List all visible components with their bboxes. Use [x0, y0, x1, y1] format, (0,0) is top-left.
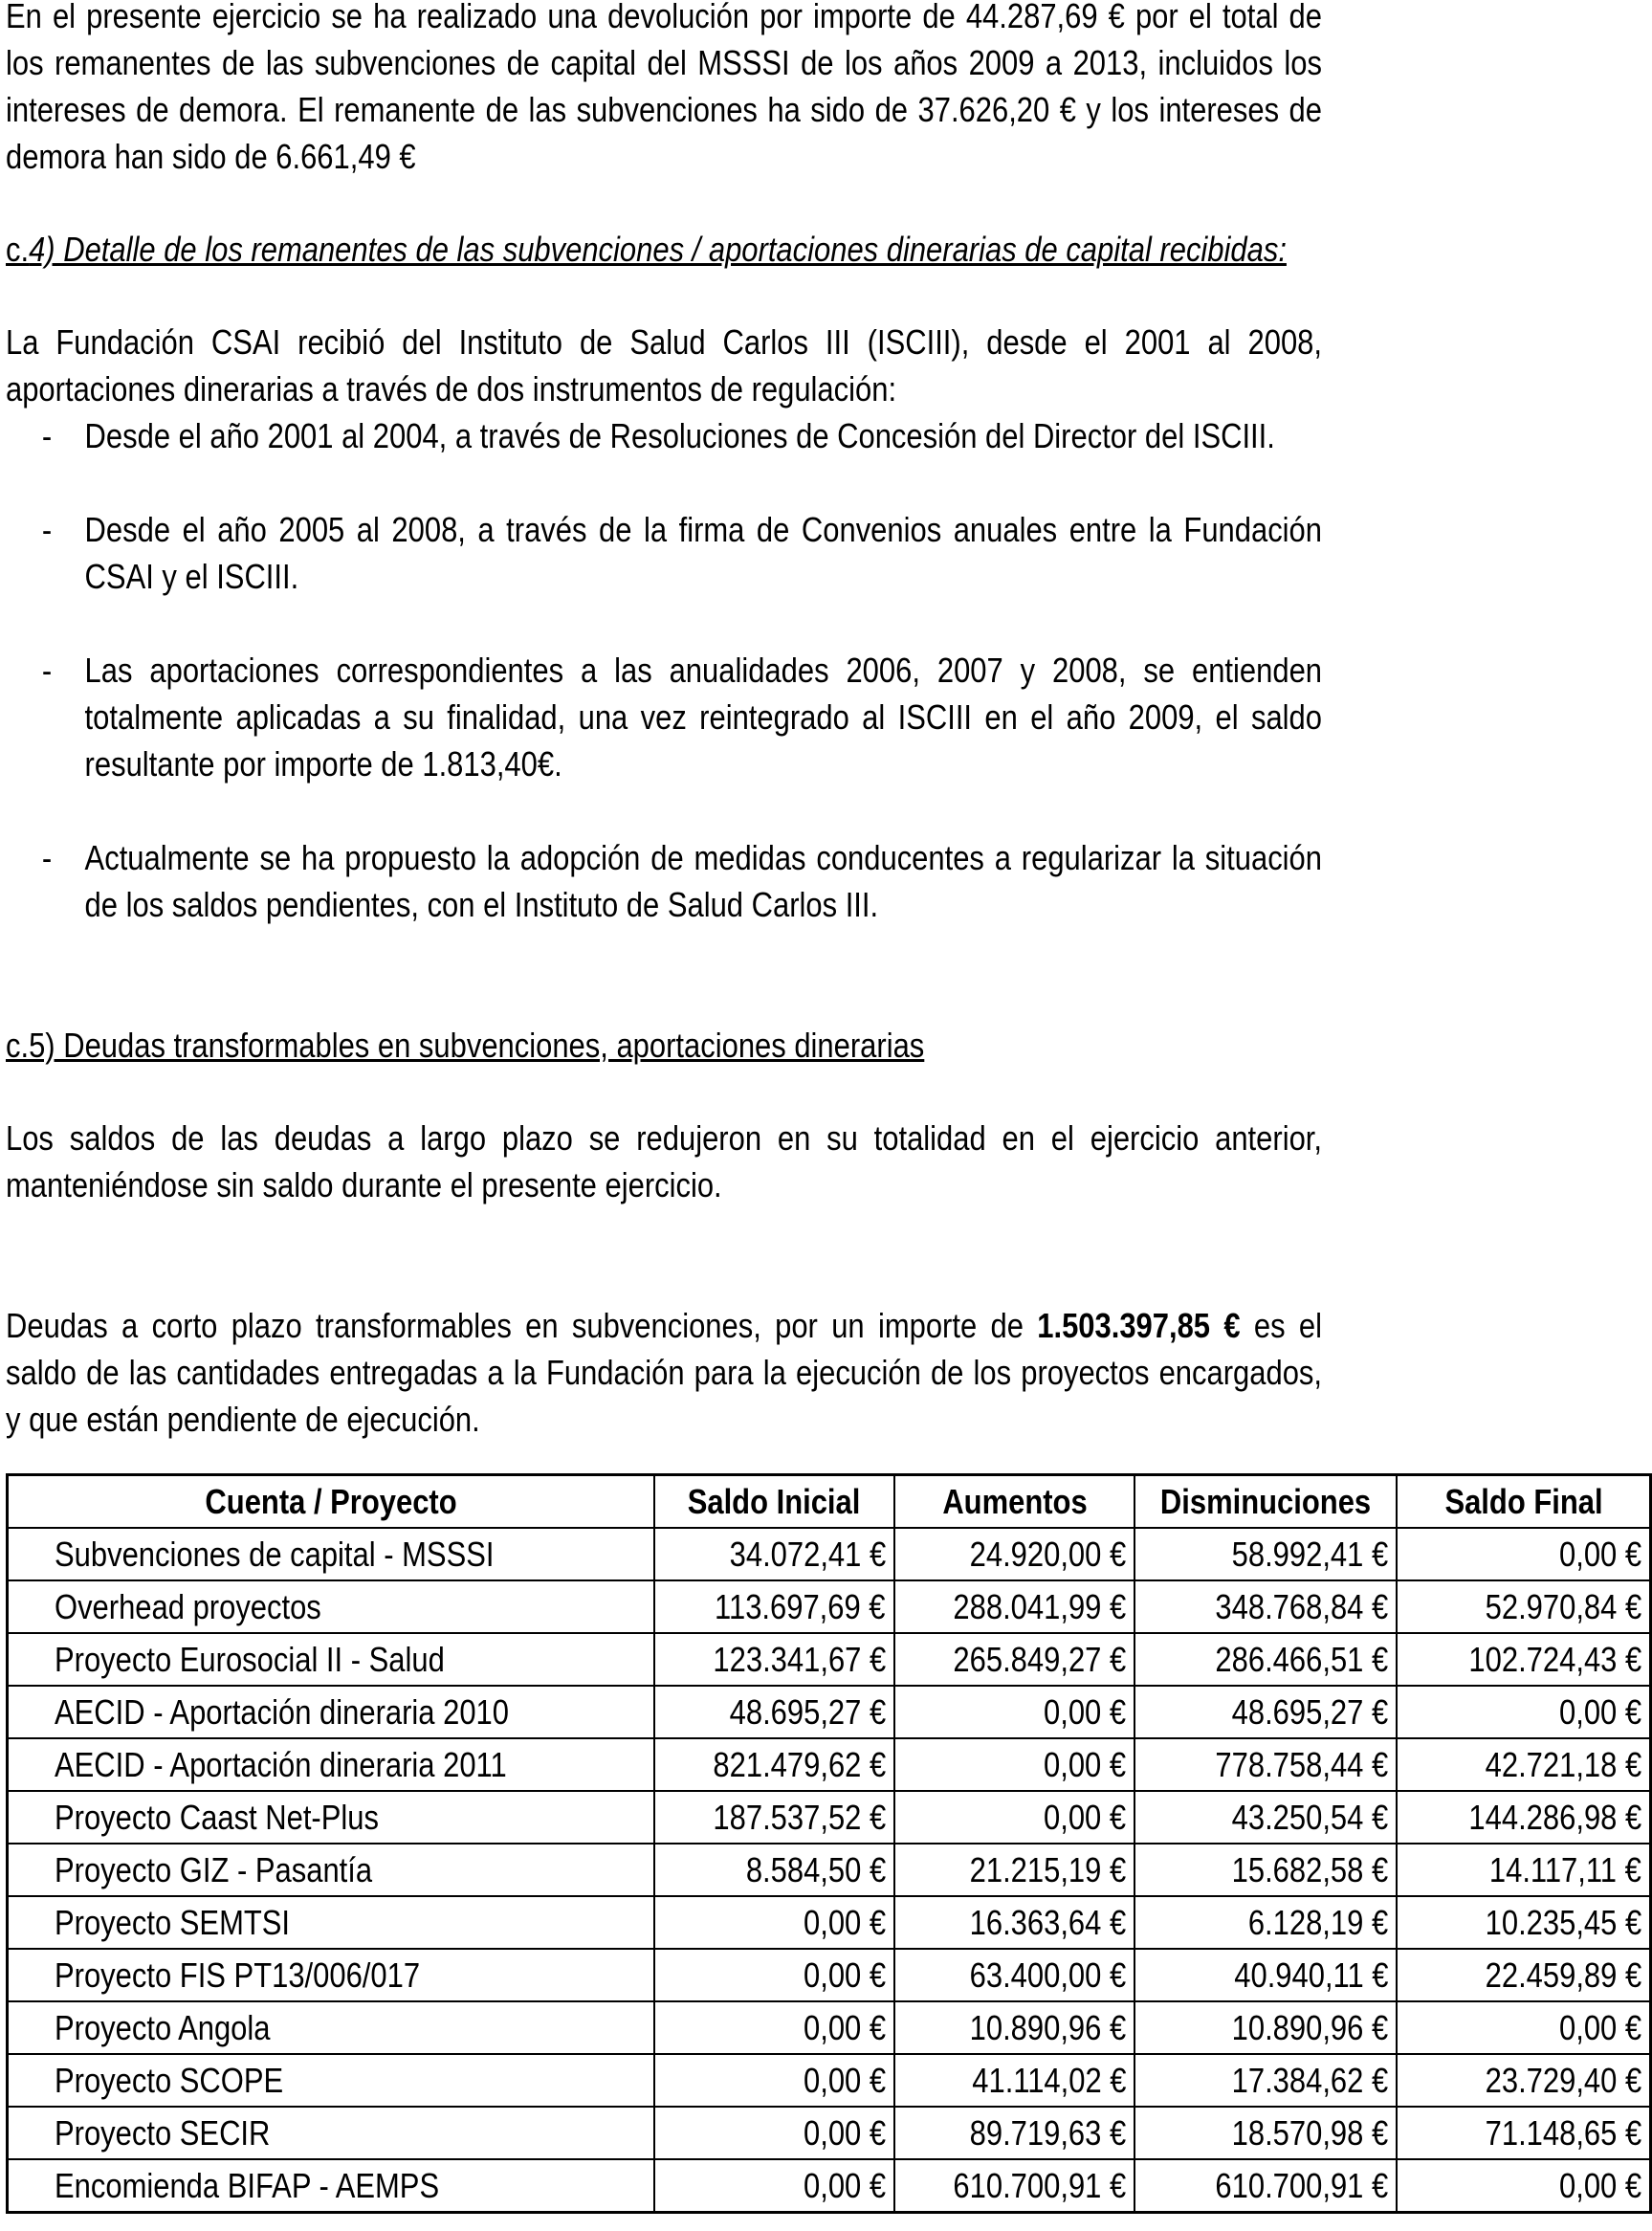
- cell-aumentos: 63.400,00 €: [894, 1949, 1134, 2001]
- dash-marker: -: [41, 416, 53, 455]
- debts-table: [6, 1473, 1652, 2214]
- table-row: [8, 1528, 1651, 1580]
- cell-saldo-inicial: 0,00 €: [654, 1896, 894, 1949]
- cell-disminuciones: 18.570,98 €: [1134, 2107, 1397, 2159]
- table-row: [8, 2159, 1651, 2213]
- cell-aumentos: 0,00 €: [894, 1686, 1134, 1738]
- cell-disminuciones: 6.128,19 €: [1134, 1896, 1397, 1949]
- cell-saldo-final: 14.117,11 €: [1397, 1844, 1650, 1896]
- cell-saldo-final: 102.724,43 €: [1397, 1633, 1650, 1686]
- table-row: [8, 1896, 1651, 1949]
- cell-aumentos: 10.890,96 €: [894, 2001, 1134, 2054]
- cell-aumentos: 265.849,27 €: [894, 1633, 1134, 1686]
- dash-marker: -: [41, 510, 53, 549]
- cell-saldo-inicial: 113.697,69 €: [654, 1580, 894, 1633]
- cell-disminuciones: 286.466,51 €: [1134, 1633, 1397, 1686]
- cell-saldo-inicial: 0,00 €: [654, 2107, 894, 2159]
- cell-cuenta: Proyecto FIS PT13/006/017: [8, 1949, 654, 2001]
- short-term-debt-text-before: Deudas a corto plazo transformables en subvenciones, por un importe de: [6, 1306, 1038, 1345]
- cell-aumentos: 288.041,99 €: [894, 1580, 1134, 1633]
- cell-cuenta: Subvenciones de capital - MSSSI: [8, 1528, 654, 1580]
- intro-paragraph: En el presente ejercicio se ha realizado una devolución por importe de 44.287,69 € por el total de los remanentes de las subvenciones de capital del MSSSI de los años 2009 a 2013, incluidos los intereses de demora. El remanente de las subvenciones ha sido de 37.626,20 € y los intereses de demora han sido de 6.661,49 €: [6, 0, 1322, 176]
- cell-cuenta: Encomienda BIFAP - AEMPS: [8, 2159, 654, 2213]
- cell-cuenta: Proyecto SCOPE: [8, 2054, 654, 2107]
- cell-saldo-inicial: 0,00 €: [654, 1949, 894, 2001]
- cell-saldo-inicial: 0,00 €: [654, 2001, 894, 2054]
- cell-cuenta: Proyecto Eurosocial II - Salud: [8, 1633, 654, 1686]
- section-c5-heading: c.5) Deudas transformables en subvenciones, aportaciones dinerarias: [6, 1026, 925, 1065]
- section-c4-title: 4) Detalle de los remanentes de las subvenciones / aportaciones dinerarias de capital recibidas:: [29, 230, 1287, 269]
- table-row: [8, 1633, 1651, 1686]
- cell-aumentos: 0,00 €: [894, 1738, 1134, 1791]
- table-row: [8, 1580, 1651, 1633]
- cell-saldo-final: 0,00 €: [1397, 1528, 1650, 1580]
- cell-saldo-final: 42.721,18 €: [1397, 1738, 1650, 1791]
- cell-saldo-final: 71.148,65 €: [1397, 2107, 1650, 2159]
- table-row: [8, 2001, 1651, 2054]
- cell-aumentos: 89.719,63 €: [894, 2107, 1134, 2159]
- header-cuenta-proyecto: Cuenta / Proyecto: [8, 1475, 654, 1529]
- dash-marker: -: [41, 838, 53, 877]
- short-term-debt-paragraph: [6, 1302, 1322, 1443]
- table-row: [8, 1949, 1651, 2001]
- table-row: [8, 2054, 1651, 2107]
- cell-cuenta: Proyecto Caast Net-Plus: [8, 1791, 654, 1844]
- dash-marker: -: [41, 651, 53, 690]
- cell-cuenta: Overhead proyectos: [8, 1580, 654, 1633]
- section-c4-prefix: c.: [6, 230, 30, 269]
- cell-saldo-final: 0,00 €: [1397, 1686, 1650, 1738]
- isciii-paragraph: La Fundación CSAI recibió del Instituto de Salud Carlos III (ISCIII), desde el 2001 al 2008, aportaciones dinerarias a través de dos instrumentos de regulación:: [6, 322, 1322, 409]
- table-row: [8, 1791, 1651, 1844]
- bullet-text: Desde el año 2005 al 2008, a través de la firma de Convenios anuales entre la Fundación CSAI y el ISCIII.: [84, 510, 1322, 596]
- cell-saldo-inicial: 0,00 €: [654, 2054, 894, 2107]
- cell-aumentos: 16.363,64 €: [894, 1896, 1134, 1949]
- table-row: [8, 2107, 1651, 2159]
- cell-saldo-final: 0,00 €: [1397, 2001, 1650, 2054]
- cell-disminuciones: 40.940,11 €: [1134, 1949, 1397, 2001]
- cell-saldo-final: 144.286,98 €: [1397, 1791, 1650, 1844]
- cell-saldo-inicial: 187.537,52 €: [654, 1791, 894, 1844]
- cell-aumentos: 24.920,00 €: [894, 1528, 1134, 1580]
- bullet-item: [6, 506, 1322, 600]
- cell-disminuciones: 17.384,62 €: [1134, 2054, 1397, 2107]
- header-saldo-final: Saldo Final: [1397, 1475, 1650, 1529]
- bullet-text: Las aportaciones correspondientes a las anualidades 2006, 2007 y 2008, se entienden totalmente aplicadas a su finalidad, una vez reintegrado al ISCIII en el año 2009, el saldo resultante por importe de 1.813,40€.: [84, 651, 1322, 784]
- cell-cuenta: AECID - Aportación dineraria 2011: [8, 1738, 654, 1791]
- cell-saldo-final: 0,00 €: [1397, 2159, 1650, 2213]
- table-header-row: [8, 1475, 1651, 1529]
- table-row: [8, 1844, 1651, 1896]
- cell-saldo-final: 22.459,89 €: [1397, 1949, 1650, 2001]
- short-term-debt-text-after: es el saldo de las cantidades entregadas a la Fundación para la ejecución de los proyectos encargados, y que están pendiente de ejecución.: [6, 1306, 1322, 1439]
- cell-saldo-final: 23.729,40 €: [1397, 2054, 1650, 2107]
- cell-disminuciones: 43.250,54 €: [1134, 1791, 1397, 1844]
- long-term-debt-paragraph: Los saldos de las deudas a largo plazo se redujeron en su totalidad en el ejercicio anterior, manteniéndose sin saldo durante el presente ejercicio.: [6, 1118, 1322, 1204]
- table-row: [8, 1686, 1651, 1738]
- cell-saldo-inicial: 123.341,67 €: [654, 1633, 894, 1686]
- bullet-item: [6, 834, 1322, 928]
- document-body: [6, 0, 1322, 1443]
- cell-aumentos: 0,00 €: [894, 1791, 1134, 1844]
- cell-saldo-inicial: 821.479,62 €: [654, 1738, 894, 1791]
- cell-cuenta: Proyecto GIZ - Pasantía: [8, 1844, 654, 1896]
- cell-cuenta: Proyecto Angola: [8, 2001, 654, 2054]
- cell-aumentos: 41.114,02 €: [894, 2054, 1134, 2107]
- cell-saldo-inicial: 0,00 €: [654, 2159, 894, 2213]
- short-term-debt-amount: 1.503.397,85 €: [1037, 1306, 1241, 1345]
- cell-cuenta: Proyecto SECIR: [8, 2107, 654, 2159]
- header-saldo-inicial: Saldo Inicial: [654, 1475, 894, 1529]
- bullet-item: [6, 647, 1322, 787]
- cell-saldo-final: 52.970,84 €: [1397, 1580, 1650, 1633]
- cell-aumentos: 21.215,19 €: [894, 1844, 1134, 1896]
- cell-disminuciones: 778.758,44 €: [1134, 1738, 1397, 1791]
- bullet-text: Actualmente se ha propuesto la adopción de medidas conducentes a regularizar la situación de los saldos pendientes, con el Instituto de Salud Carlos III.: [84, 838, 1322, 924]
- cell-disminuciones: 48.695,27 €: [1134, 1686, 1397, 1738]
- cell-disminuciones: 610.700,91 €: [1134, 2159, 1397, 2213]
- cell-disminuciones: 10.890,96 €: [1134, 2001, 1397, 2054]
- table-row: [8, 1738, 1651, 1791]
- cell-saldo-inicial: 34.072,41 €: [654, 1528, 894, 1580]
- cell-cuenta: AECID - Aportación dineraria 2010: [8, 1686, 654, 1738]
- header-disminuciones: Disminuciones: [1134, 1475, 1397, 1529]
- cell-saldo-inicial: 8.584,50 €: [654, 1844, 894, 1896]
- table-body: [8, 1528, 1651, 2213]
- header-aumentos: Aumentos: [894, 1475, 1134, 1529]
- bullet-text: Desde el año 2001 al 2004, a través de Resoluciones de Concesión del Director del ISCIII.: [84, 416, 1275, 455]
- section-c4-heading: [6, 226, 1322, 273]
- cell-disminuciones: 348.768,84 €: [1134, 1580, 1397, 1633]
- cell-aumentos: 610.700,91 €: [894, 2159, 1134, 2213]
- cell-cuenta: Proyecto SEMTSI: [8, 1896, 654, 1949]
- cell-disminuciones: 15.682,58 €: [1134, 1844, 1397, 1896]
- bullet-list: [6, 412, 1322, 928]
- cell-disminuciones: 58.992,41 €: [1134, 1528, 1397, 1580]
- bullet-item: [6, 412, 1322, 459]
- cell-saldo-final: 10.235,45 €: [1397, 1896, 1650, 1949]
- cell-saldo-inicial: 48.695,27 €: [654, 1686, 894, 1738]
